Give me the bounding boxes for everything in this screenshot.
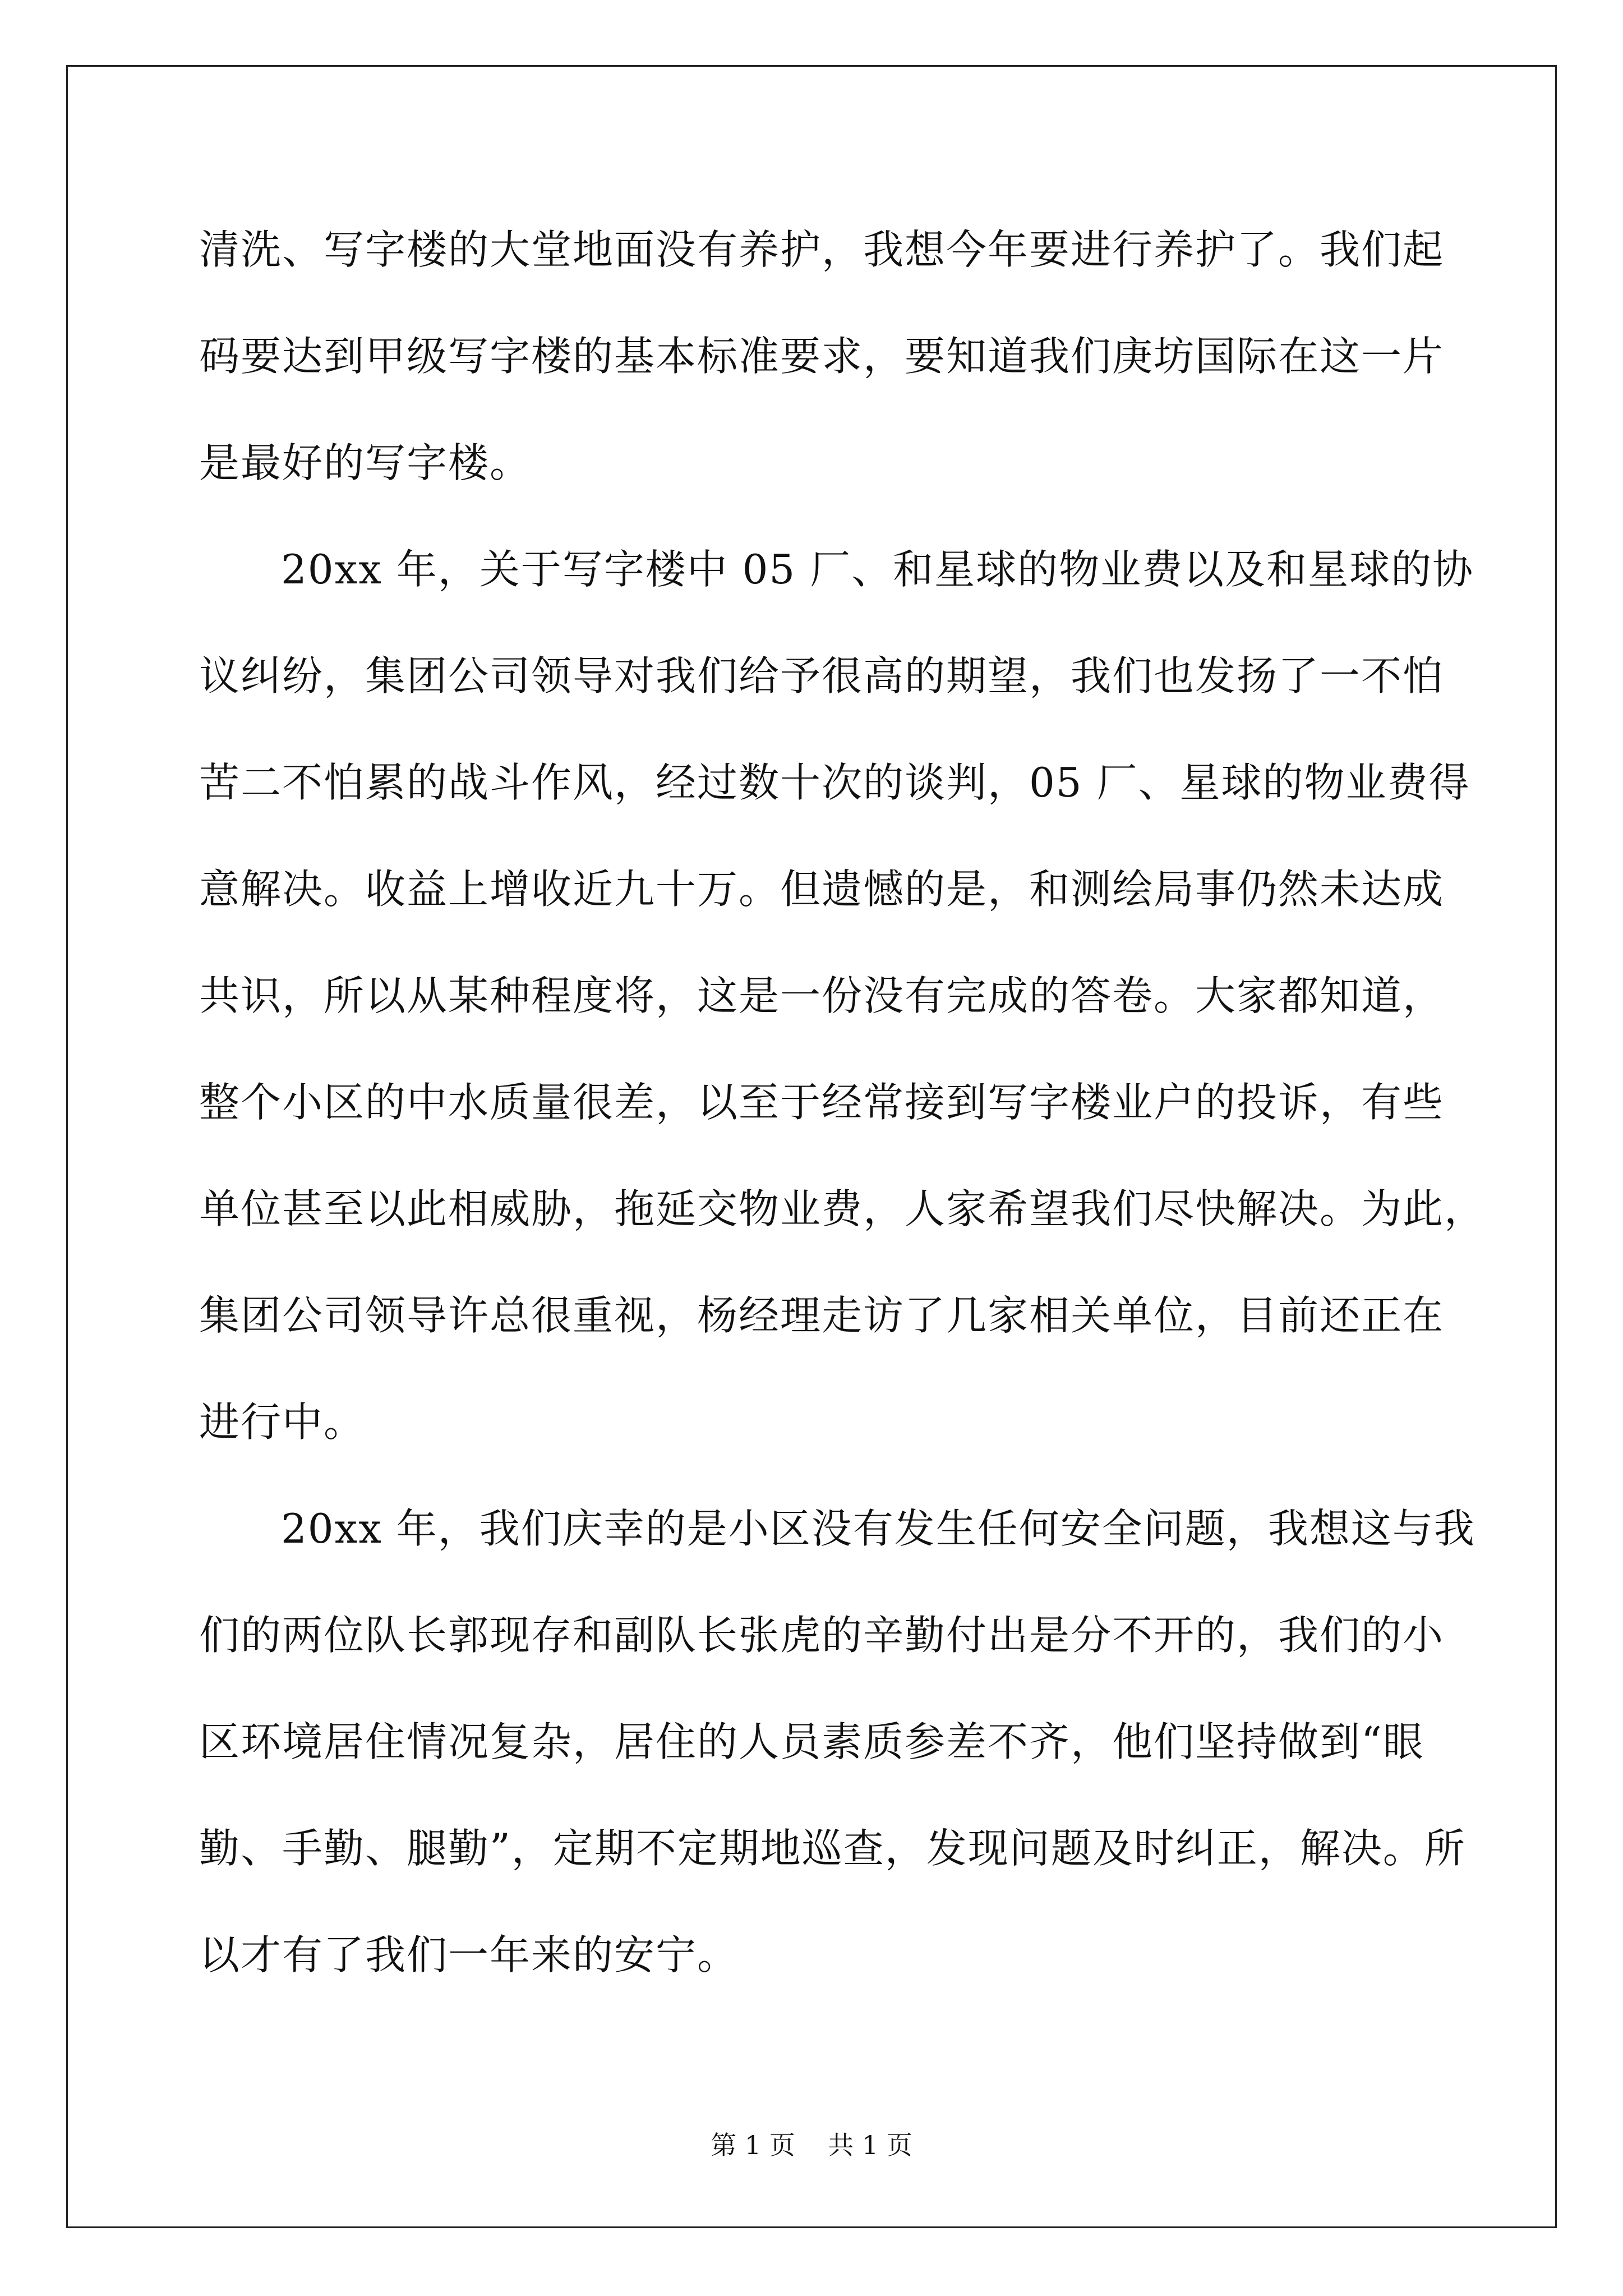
text-line: 苦二不怕累的战斗作风，经过数十次的谈判，05 厂、星球的物业费得 — [199, 759, 1470, 806]
text-line: 单位甚至以此相威胁，拖延交物业费，人家希望我们尽快解决。为此， — [199, 1185, 1486, 1232]
text-line: 码要达到甲级写字楼的基本标准要求，要知道我们庚坊国际在这一片 — [199, 333, 1445, 380]
page-number-footer: 第 1 页 共 1 页 — [711, 2130, 912, 2160]
document-body — [199, 196, 1486, 2008]
text-line: 共识，所以从某种程度将，这是一份没有完成的答卷。大家都知道， — [199, 972, 1445, 1019]
text-line: 进行中。 — [199, 1398, 366, 1446]
text-line: 20xx 年，我们庆幸的是小区没有发生任何安全问题，我想这与我 — [281, 1505, 1476, 1552]
text-line: 20xx 年，关于写字楼中 05 厂、和星球的物业费以及和星球的协 — [281, 546, 1474, 593]
text-line: 意解决。收益上增收近九十万。但遗憾的是，和测绘局事仍然未达成 — [199, 866, 1445, 913]
paragraph — [199, 516, 1486, 1475]
text-line: 是最好的写字楼。 — [199, 439, 532, 486]
text-line: 议纠纷，集团公司领导对我们给予很高的期望，我们也发扬了一不怕 — [199, 652, 1445, 700]
text-line: 清洗、写字楼的大堂地面没有养护，我想今年要进行养护了。我们起 — [199, 226, 1445, 273]
text-line: 区环境居住情况复杂，居住的人员素质参差不齐，他们坚持做到“眼 — [199, 1718, 1424, 1765]
text-line: 集团公司领导许总很重视，杨经理走访了几家相关单位，目前还正在 — [199, 1292, 1445, 1339]
paragraph — [199, 1475, 1476, 2008]
text-line: 整个小区的中水质量很差，以至于经常接到写字楼业户的投诉，有些 — [199, 1079, 1445, 1126]
text-line: 们的两位队长郭现存和副队长张虎的辛勤付出是分不开的，我们的小 — [199, 1612, 1445, 1659]
text-line: 勤、手勤、腿勤”，定期不定期地巡查，发现问题及时纠正，解决。所 — [199, 1825, 1466, 1872]
text-line: 以才有了我们一年来的安宁。 — [199, 1931, 739, 1978]
paragraph — [199, 196, 1445, 516]
